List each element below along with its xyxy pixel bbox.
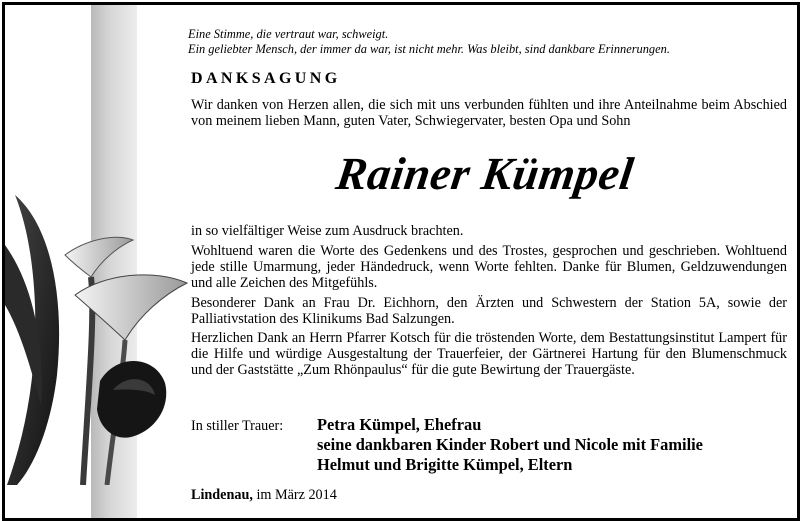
calla-lily-image <box>5 185 190 485</box>
intro-paragraph: Wir danken von Herzen allen, die sich mit uns verbunden fühlten und ihre Anteilnahme beim Abschied von meinem lieben Mann, guten Vater, Schwiegervater, besten Opa und Sohn <box>191 97 787 129</box>
comfort-paragraph: Wohltuend waren die Worte des Gedenkens und des Trostes, gesprochen und geschrieben. Wohltuend jede stille Umarmung, jeder Händedruck, wenn Worte fehlten. Danke für Blumen, Geldzuwendungen und alle Zeichen des Mitgefühls. <box>191 243 787 291</box>
motto <box>188 27 788 57</box>
place-date: im März 2014 <box>256 487 337 503</box>
motto-line-2: Ein geliebter Mensch, der immer da war, ist nicht mehr. Was bleibt, sind dankbare Erinnerungen. <box>188 42 670 56</box>
pastor-thanks-paragraph: Herzlichen Dank an Herrn Pfarrer Kotsch für die tröstenden Worte, dem Bestattungsinstitut Lampert für die Hilfe und würdige Ausgestaltung der Trauerfeier, der Gärtnerei Hartung für den Blumenschmuck und der Gaststätte „Zum Rhönpaulus“ für die gute Bewirtung der Trauergäste. <box>191 330 787 378</box>
obituary-card <box>2 2 800 521</box>
doctors-thanks-paragraph: Besonderer Dank an Frau Dr. Eichhorn, den Ärzten und Schwestern der Station 5A, sowie der Palliativstation des Klinikums Bad Salzungen. <box>191 295 787 327</box>
mourning-label: In stiller Trauer: <box>191 418 284 434</box>
place-and-date <box>191 487 337 504</box>
mourner-line: Petra Kümpel, Ehefrau <box>317 415 482 434</box>
mourner-line: Helmut und Brigitte Kümpel, Eltern <box>317 455 573 474</box>
mourner-line: seine dankbaren Kinder Robert und Nicole mit Familie <box>317 435 703 454</box>
place-town: Lindenau, <box>191 487 253 503</box>
motto-line-1: Eine Stimme, die vertraut war, schweigt. <box>188 27 389 41</box>
deceased-name: Rainer Kümpel <box>333 148 637 199</box>
expression-paragraph: in so vielfältiger Weise zum Ausdruck brachten. <box>191 223 464 239</box>
heading: DANKSAGUNG <box>191 70 341 87</box>
